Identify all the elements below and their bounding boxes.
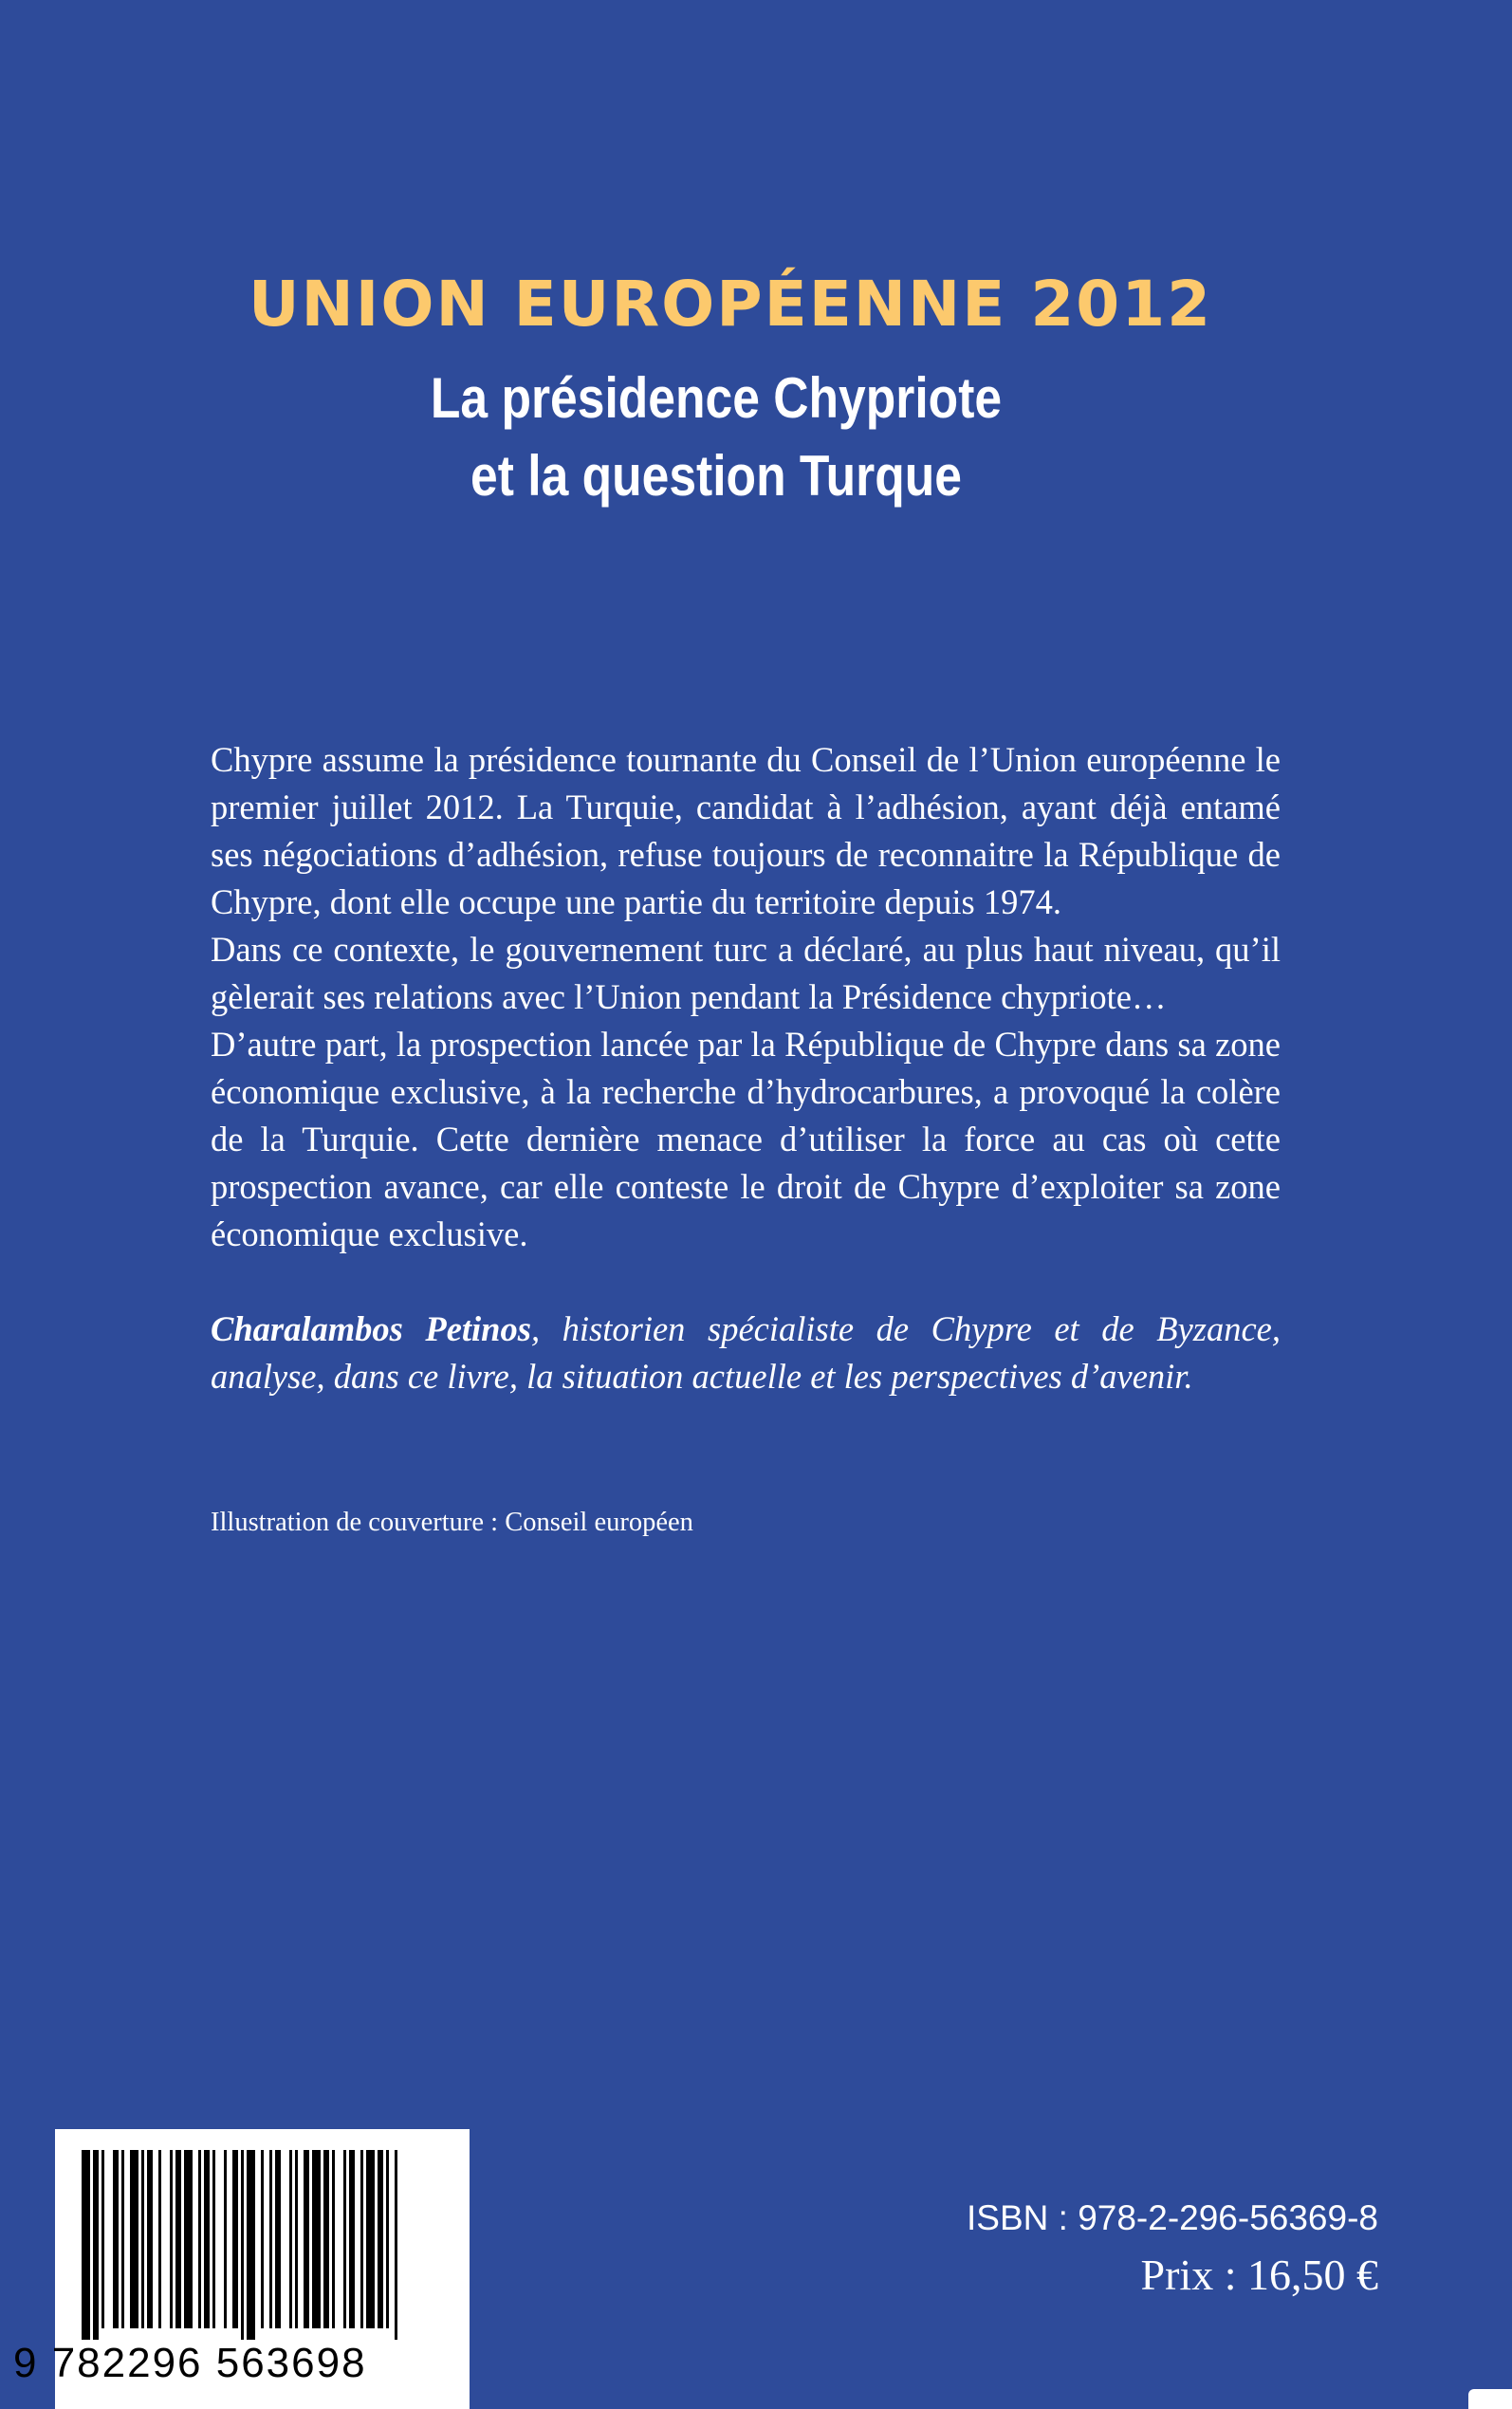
barcode-bar xyxy=(224,2150,227,2328)
isbn: ISBN : 978-2-296-56369-8 xyxy=(967,2198,1378,2237)
barcode-digits: 9 782296 563698 xyxy=(13,2340,367,2386)
barcode-bar xyxy=(204,2150,210,2328)
author-description: , historien spécialiste de Chypre et de Byzance, analyse, dans ce livre, la situation actuelle et les perspectives d’avenir. xyxy=(211,1309,1282,1396)
barcode-bar xyxy=(184,2150,193,2328)
barcode-bar xyxy=(141,2150,144,2328)
barcode-bar xyxy=(332,2150,335,2328)
barcode-bar xyxy=(366,2150,375,2328)
author-name: Charalambos Petinos xyxy=(211,1309,531,1348)
barcode-bar xyxy=(386,2150,389,2328)
book-title: UNION EUROPÉENNE 2012 xyxy=(248,268,1213,341)
barcode-bar xyxy=(349,2150,355,2328)
barcode-bar xyxy=(175,2150,181,2328)
summary-text xyxy=(211,736,1281,1258)
summary-paragraph-2: Dans ce contexte, le gouvernement turc a déclaré, au plus haut niveau, qu’il gèlerait ses relations avec l’Union pendant la Présidence chypriote… xyxy=(211,930,1281,1016)
price: Prix : 16,50 € xyxy=(1140,2251,1378,2299)
cover-illustration-credit: Illustration de couverture : Conseil européen xyxy=(211,1508,693,1537)
barcode-bar xyxy=(289,2150,292,2328)
barcode-bar xyxy=(323,2150,329,2328)
barcode-bar xyxy=(198,2150,201,2328)
barcode-bar xyxy=(93,2150,99,2340)
barcode-bar xyxy=(378,2150,383,2328)
barcode-bar xyxy=(170,2150,173,2328)
barcode-bar xyxy=(275,2150,281,2328)
author-bio xyxy=(211,1306,1281,1400)
barcode-bar xyxy=(247,2150,255,2340)
barcode-bar xyxy=(158,2150,161,2328)
barcode-bar xyxy=(147,2150,153,2328)
barcode-bar xyxy=(295,2150,298,2328)
barcode-bar xyxy=(261,2150,264,2328)
barcode-bar xyxy=(269,2150,272,2328)
barcode-bar xyxy=(360,2150,363,2328)
book-subtitle-line-1: La présidence Chypriote xyxy=(430,366,1003,430)
summary-paragraph-1: Chypre assume la présidence tournante du Conseil de l’Union européenne le premier juillet 2012. La Turquie, candidat à l’adhésion, ayant déjà entamé ses négociations d’adhésion, refuse toujours de reconnaitre la République de Chypre, dont elle occupe une partie du territoire depuis 1974. xyxy=(211,740,1281,921)
barcode-bar xyxy=(212,2150,215,2328)
barcode-bar xyxy=(113,2150,119,2328)
barcode-bar xyxy=(304,2150,309,2328)
barcode-bar xyxy=(101,2150,104,2328)
barcode-bar xyxy=(130,2150,138,2328)
book-subtitle-line-2: et la question Turque xyxy=(470,444,962,508)
barcode-bar xyxy=(241,2150,244,2340)
barcode-bar xyxy=(343,2150,346,2328)
barcode-bar xyxy=(82,2150,90,2340)
corner-mark xyxy=(1468,2389,1512,2409)
barcode-bar xyxy=(312,2150,321,2328)
barcode-bar xyxy=(232,2150,238,2328)
barcode-bar xyxy=(395,2150,397,2340)
summary-paragraph-3: D’autre part, la prospection lancée par la République de Chypre dans sa zone économique exclusive, à la recherche d’hydrocarbures, a provoqué la colère de la Turquie. Cette dernière menace d’utiliser la force au cas où cette prospection avance, car elle conteste le droit de Chypre d’exploiter sa zone économique exclusive. xyxy=(211,1025,1281,1253)
barcode-bar xyxy=(121,2150,124,2328)
